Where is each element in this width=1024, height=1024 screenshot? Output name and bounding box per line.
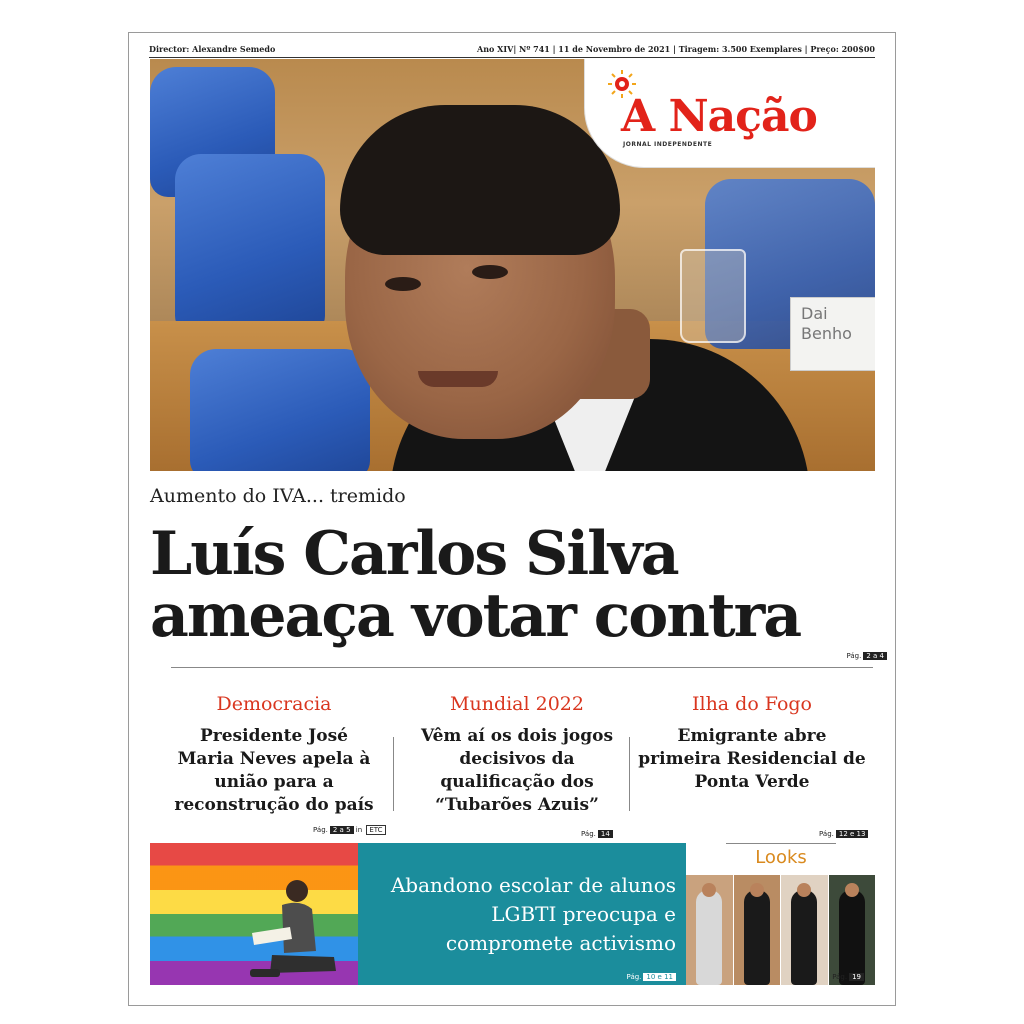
main-headline[interactable]: Luís Carlos Silva ameaça votar contra xyxy=(150,519,801,651)
story-page-ref xyxy=(581,830,613,838)
header-rule xyxy=(149,57,875,58)
page-ref-number: 14 xyxy=(598,830,613,838)
mouth xyxy=(418,371,498,387)
story-headline: Presidente José Maria Neves apela à união para a reconstrução do país xyxy=(174,726,374,815)
look-photo xyxy=(829,875,877,985)
feature-page-ref xyxy=(627,973,676,981)
eye xyxy=(385,277,421,291)
page-ref-number: 2 a 5 xyxy=(330,826,354,834)
page-ref-label: Pág. xyxy=(581,830,596,838)
story-mundial[interactable] xyxy=(407,693,627,817)
newspaper-front-page xyxy=(128,32,896,1006)
hair xyxy=(340,105,620,255)
main-kicker: Aumento do IVA... tremido xyxy=(150,485,406,507)
feature-headline: Abandono escolar de alunos LGBTI preocupa e compromete activismo xyxy=(390,873,676,955)
page-ref-number: 19 xyxy=(849,973,864,981)
story-page-ref: Pág. 2 a 5 in ETC xyxy=(313,826,386,834)
page-ref-label: Pág. xyxy=(819,830,834,838)
masthead-title: A Nação xyxy=(621,91,817,142)
story-page-ref xyxy=(819,830,868,838)
water-glass xyxy=(680,249,746,343)
story-headline: Emigrante abre primeira Residencial de Ponta Verde xyxy=(638,726,866,792)
issue-info: Ano XIV| Nº 741 | 11 de Novembro de 2021 | Tiragem: 3.500 Exemplares | Preço: 200$00 xyxy=(477,44,875,54)
looks-rule xyxy=(726,843,836,844)
story-category: Democracia xyxy=(216,693,332,715)
main-page-ref xyxy=(846,652,887,660)
page-ref-number: 12 e 13 xyxy=(836,830,869,838)
story-category: Ilha do Fogo xyxy=(691,693,812,715)
column-divider xyxy=(629,737,630,811)
section-divider xyxy=(171,667,873,668)
chair-back xyxy=(190,349,370,471)
director-line: Director: Alexandre Semedo xyxy=(149,44,276,54)
nameplate: Dai Benho xyxy=(790,297,875,371)
looks-photos xyxy=(686,875,876,985)
story-democracia[interactable] xyxy=(169,693,379,817)
feature-lgbti[interactable] xyxy=(150,843,686,985)
page-ref-supplement: ETC xyxy=(366,825,385,835)
hero-photo xyxy=(150,59,875,471)
page-ref-label: Pág. xyxy=(846,652,862,660)
column-divider xyxy=(393,737,394,811)
page-ref-label: Pág. xyxy=(313,826,328,834)
page-ref-number: 2 a 4 xyxy=(863,652,887,660)
looks-title: Looks xyxy=(755,847,807,868)
page-ref-label: Pág. xyxy=(626,973,642,981)
page-ref-number: 10 e 11 xyxy=(643,973,676,981)
look-photo xyxy=(781,875,829,985)
feature-panel xyxy=(358,843,686,985)
looks-page-ref xyxy=(832,973,864,981)
masthead xyxy=(584,59,875,168)
story-category: Mundial 2022 xyxy=(450,693,584,715)
masthead-tagline: JORNAL INDEPENDENTE xyxy=(623,141,713,148)
look-photo xyxy=(734,875,782,985)
eye xyxy=(472,265,508,279)
header-bar xyxy=(149,42,875,58)
looks-section[interactable] xyxy=(686,843,876,985)
story-headline: Vêm aí os dois jogos decisivos da qualificação dos “Tubarões Azuis” xyxy=(420,726,614,815)
story-ilha-do-fogo[interactable] xyxy=(635,693,869,794)
look-photo xyxy=(686,875,734,985)
reading-person-icon xyxy=(242,873,342,983)
page-ref-label: Pág. xyxy=(832,973,848,981)
chair-back xyxy=(175,154,325,334)
